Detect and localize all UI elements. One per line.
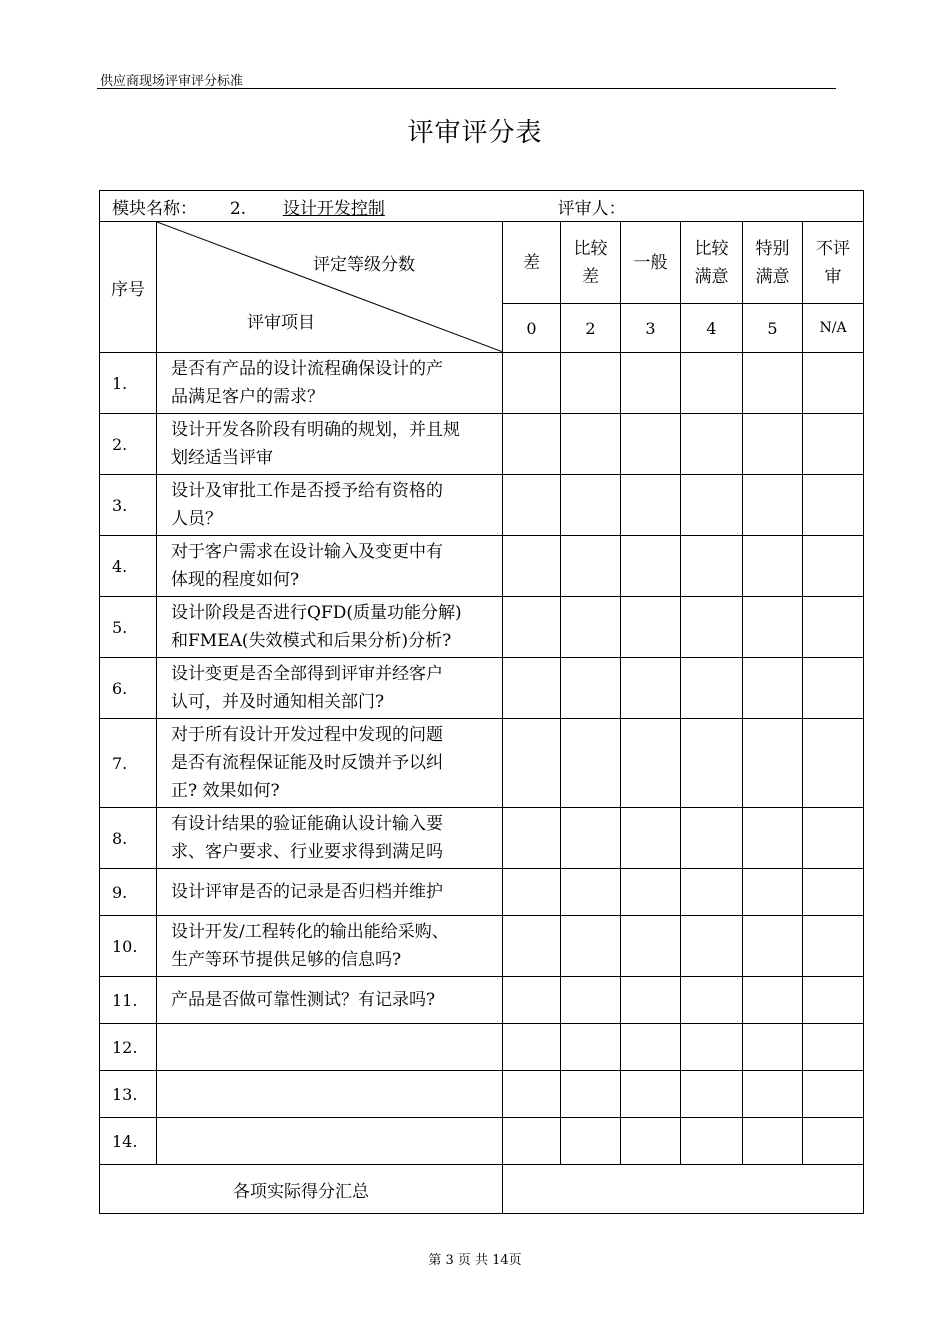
score-input-cell[interactable]	[561, 1071, 621, 1118]
table-row	[100, 658, 864, 719]
table-row	[100, 1024, 864, 1071]
summary-total-cell[interactable]	[503, 1165, 864, 1214]
review-item-line: 设计开发/工程转化的输出能给采购、	[171, 922, 449, 942]
review-item	[157, 475, 503, 536]
score-input-cell[interactable]	[503, 916, 561, 977]
score-input-cell[interactable]	[561, 916, 621, 977]
row-number: 4.	[100, 536, 157, 597]
score-header: 4	[681, 304, 743, 353]
row-number: 2.	[100, 414, 157, 475]
score-input-cell[interactable]	[561, 719, 621, 808]
header-divider	[97, 88, 836, 89]
module-row	[100, 191, 864, 222]
table-row	[100, 916, 864, 977]
review-item	[157, 658, 503, 719]
review-item-line: 生产等环节提供足够的信息吗?	[171, 950, 402, 970]
score-input-cell[interactable]	[803, 719, 864, 808]
score-input-cell[interactable]	[743, 597, 803, 658]
score-input-cell[interactable]	[743, 475, 803, 536]
review-item	[157, 353, 503, 414]
score-input-cell[interactable]	[743, 353, 803, 414]
score-input-cell[interactable]	[621, 658, 681, 719]
score-input-cell[interactable]	[681, 808, 743, 869]
review-item	[157, 808, 503, 869]
row-number: 1.	[100, 353, 157, 414]
row-number: 14.	[100, 1118, 157, 1165]
score-input-cell[interactable]	[743, 1118, 803, 1165]
score-input-cell[interactable]	[681, 977, 743, 1024]
level-header	[621, 222, 681, 304]
review-item-line: 是否有流程保证能及时反馈并予以纠	[171, 753, 443, 773]
level-label-line: 差	[582, 266, 599, 287]
row-number: 7.	[100, 719, 157, 808]
review-item-label: 评审项目	[247, 313, 315, 333]
score-input-cell[interactable]	[561, 353, 621, 414]
score-input-cell[interactable]	[681, 869, 743, 916]
score-header: N/A	[803, 304, 864, 353]
score-input-cell[interactable]	[803, 977, 864, 1024]
score-input-cell[interactable]	[681, 1024, 743, 1071]
score-input-cell[interactable]	[621, 597, 681, 658]
module-label: 模块名称：	[112, 198, 197, 219]
score-input-cell[interactable]	[621, 1071, 681, 1118]
review-item	[157, 916, 503, 977]
score-input-cell[interactable]	[503, 597, 561, 658]
row-number: 12.	[100, 1024, 157, 1071]
score-input-cell[interactable]	[803, 414, 864, 475]
level-header	[681, 222, 743, 304]
review-item-line: 设计及审批工作是否授予给有资格的	[171, 481, 443, 501]
score-input-cell[interactable]	[681, 353, 743, 414]
review-item-line: 品满足客户的需求？	[171, 387, 324, 407]
table-row	[100, 353, 864, 414]
score-input-cell[interactable]	[681, 475, 743, 536]
level-label-line: 不评	[816, 238, 851, 259]
score-input-cell[interactable]	[681, 719, 743, 808]
level-header	[561, 222, 621, 304]
score-input-cell[interactable]	[803, 869, 864, 916]
score-input-cell[interactable]	[503, 1071, 561, 1118]
score-input-cell[interactable]	[503, 475, 561, 536]
table-row	[100, 719, 864, 808]
review-item-line: 对于所有设计开发过程中发现的问题	[171, 725, 443, 745]
score-input-cell[interactable]	[803, 353, 864, 414]
review-item	[157, 1071, 503, 1118]
rating-scale-label: 评定等级分数	[313, 255, 415, 275]
score-input-cell[interactable]	[681, 658, 743, 719]
score-input-cell[interactable]	[803, 658, 864, 719]
level-label-line: 审	[824, 266, 842, 287]
score-input-cell[interactable]	[561, 808, 621, 869]
score-input-cell[interactable]	[743, 1024, 803, 1071]
module-name: 设计开发控制	[282, 198, 385, 219]
summary-label: 各项实际得分汇总	[100, 1165, 503, 1214]
level-label-line: 一般	[633, 252, 668, 273]
level-label-line: 比较	[694, 238, 729, 259]
score-input-cell[interactable]	[503, 869, 561, 916]
score-input-cell[interactable]	[681, 916, 743, 977]
score-input-cell[interactable]	[621, 1024, 681, 1071]
table-row	[100, 977, 864, 1024]
seq-header: 序号	[100, 222, 157, 353]
score-input-cell[interactable]	[681, 1071, 743, 1118]
review-item	[157, 869, 503, 916]
score-input-cell[interactable]	[561, 658, 621, 719]
table-row	[100, 414, 864, 475]
review-item	[157, 414, 503, 475]
table-row	[100, 1118, 864, 1165]
score-input-cell[interactable]	[503, 1118, 561, 1165]
row-number: 9.	[100, 869, 157, 916]
score-input-cell[interactable]	[503, 977, 561, 1024]
score-input-cell[interactable]	[743, 977, 803, 1024]
score-input-cell[interactable]	[503, 719, 561, 808]
review-item-line: 划经适当评审	[171, 448, 273, 468]
review-item-line: 人员？	[171, 509, 222, 529]
review-item	[157, 719, 503, 808]
score-input-cell[interactable]	[621, 916, 681, 977]
score-input-cell[interactable]	[503, 414, 561, 475]
reviewer-label: 评审人：	[557, 198, 626, 219]
score-input-cell[interactable]	[561, 869, 621, 916]
score-header: 5	[743, 304, 803, 353]
score-input-cell[interactable]	[561, 1024, 621, 1071]
row-number: 6.	[100, 658, 157, 719]
score-input-cell[interactable]	[561, 597, 621, 658]
score-header: 2	[561, 304, 621, 353]
score-input-cell[interactable]	[743, 658, 803, 719]
review-score-table	[99, 190, 864, 1214]
score-input-cell[interactable]	[743, 719, 803, 808]
review-item-line: 产品是否做可靠性测试？有记录吗?	[171, 990, 436, 1010]
score-input-cell[interactable]	[621, 719, 681, 808]
score-input-cell[interactable]	[621, 808, 681, 869]
score-input-cell[interactable]	[503, 353, 561, 414]
review-item-line: 设计评审是否的记录是否归档并维护	[171, 882, 443, 902]
score-input-cell[interactable]	[803, 475, 864, 536]
diagonal-line	[157, 222, 503, 352]
score-input-cell[interactable]	[621, 869, 681, 916]
score-input-cell[interactable]	[803, 1118, 864, 1165]
score-input-cell[interactable]	[621, 353, 681, 414]
review-item-line: 有设计结果的验证能确认设计输入要	[171, 814, 443, 834]
review-item-line: 设计阶段是否进行QFD(质量功能分解)	[171, 603, 462, 623]
score-input-cell[interactable]	[681, 597, 743, 658]
score-input-cell[interactable]	[503, 1024, 561, 1071]
review-item	[157, 536, 503, 597]
score-input-cell[interactable]	[743, 916, 803, 977]
score-input-cell[interactable]	[621, 1118, 681, 1165]
row-number: 3.	[100, 475, 157, 536]
score-input-cell[interactable]	[743, 536, 803, 597]
score-input-cell[interactable]	[561, 977, 621, 1024]
score-input-cell[interactable]	[803, 916, 864, 977]
score-input-cell[interactable]	[621, 977, 681, 1024]
review-item-line: 对于客户需求在设计输入及变更中有	[171, 542, 443, 562]
score-input-cell[interactable]	[561, 475, 621, 536]
score-header: 0	[503, 304, 561, 353]
score-header: 3	[621, 304, 681, 353]
score-input-cell[interactable]	[561, 1118, 621, 1165]
score-input-cell[interactable]	[621, 414, 681, 475]
summary-row	[100, 1165, 864, 1214]
table-row	[100, 475, 864, 536]
row-number: 13.	[100, 1071, 157, 1118]
level-label-line: 满意	[694, 266, 729, 287]
level-label-line: 满意	[755, 266, 790, 287]
score-input-cell[interactable]	[503, 536, 561, 597]
score-input-cell[interactable]	[561, 414, 621, 475]
review-item	[157, 597, 503, 658]
table-row	[100, 869, 864, 916]
score-input-cell[interactable]	[803, 1024, 864, 1071]
row-number: 5.	[100, 597, 157, 658]
header-row-levels	[100, 222, 864, 304]
level-label-line: 比较	[573, 238, 608, 259]
row-number: 8.	[100, 808, 157, 869]
diagonal-header-cell	[157, 222, 503, 353]
score-input-cell[interactable]	[561, 536, 621, 597]
review-item	[157, 1118, 503, 1165]
score-input-cell[interactable]	[621, 536, 681, 597]
review-item-line: 体现的程度如何?	[171, 570, 300, 590]
score-input-cell[interactable]	[803, 1071, 864, 1118]
review-item-line: 和FMEA(失效模式和后果分析)分析?	[171, 631, 452, 651]
score-input-cell[interactable]	[743, 808, 803, 869]
score-input-cell[interactable]	[681, 536, 743, 597]
score-input-cell[interactable]	[803, 597, 864, 658]
page-footer: 第 3 页 共 14页	[428, 1253, 522, 1268]
header-text: 供应商现场评审评分标准	[100, 74, 244, 89]
review-item-line: 正? 效果如何?	[171, 781, 280, 801]
score-input-cell[interactable]	[621, 475, 681, 536]
level-label-line: 差	[523, 252, 540, 273]
table-row	[100, 808, 864, 869]
level-header	[503, 222, 561, 304]
row-number: 11.	[100, 977, 157, 1024]
row-number: 10.	[100, 916, 157, 977]
score-input-cell[interactable]	[743, 414, 803, 475]
review-item-line: 设计开发各阶段有明确的规划，并且规	[171, 420, 460, 440]
score-input-cell[interactable]	[681, 414, 743, 475]
table-row	[100, 1071, 864, 1118]
review-item-line: 是否有产品的设计流程确保设计的产	[171, 359, 443, 379]
module-cell	[100, 191, 864, 222]
score-input-cell[interactable]	[743, 1071, 803, 1118]
score-input-cell[interactable]	[503, 808, 561, 869]
level-label-line: 特别	[755, 238, 790, 259]
page-title: 评审评分表	[407, 118, 543, 148]
level-header	[803, 222, 864, 304]
score-input-cell[interactable]	[803, 536, 864, 597]
module-number: 2.	[229, 198, 247, 219]
score-input-cell[interactable]	[503, 658, 561, 719]
score-input-cell[interactable]	[803, 808, 864, 869]
review-item	[157, 977, 503, 1024]
review-item-line: 求、客户要求、行业要求得到满足吗	[171, 842, 443, 862]
review-item-line: 认可，并及时通知相关部门?	[171, 692, 385, 712]
score-input-cell[interactable]	[681, 1118, 743, 1165]
score-input-cell[interactable]	[743, 869, 803, 916]
table-row	[100, 536, 864, 597]
table-row	[100, 597, 864, 658]
review-item	[157, 1024, 503, 1071]
review-item-line: 设计变更是否全部得到评审并经客户	[171, 664, 443, 684]
level-header	[743, 222, 803, 304]
